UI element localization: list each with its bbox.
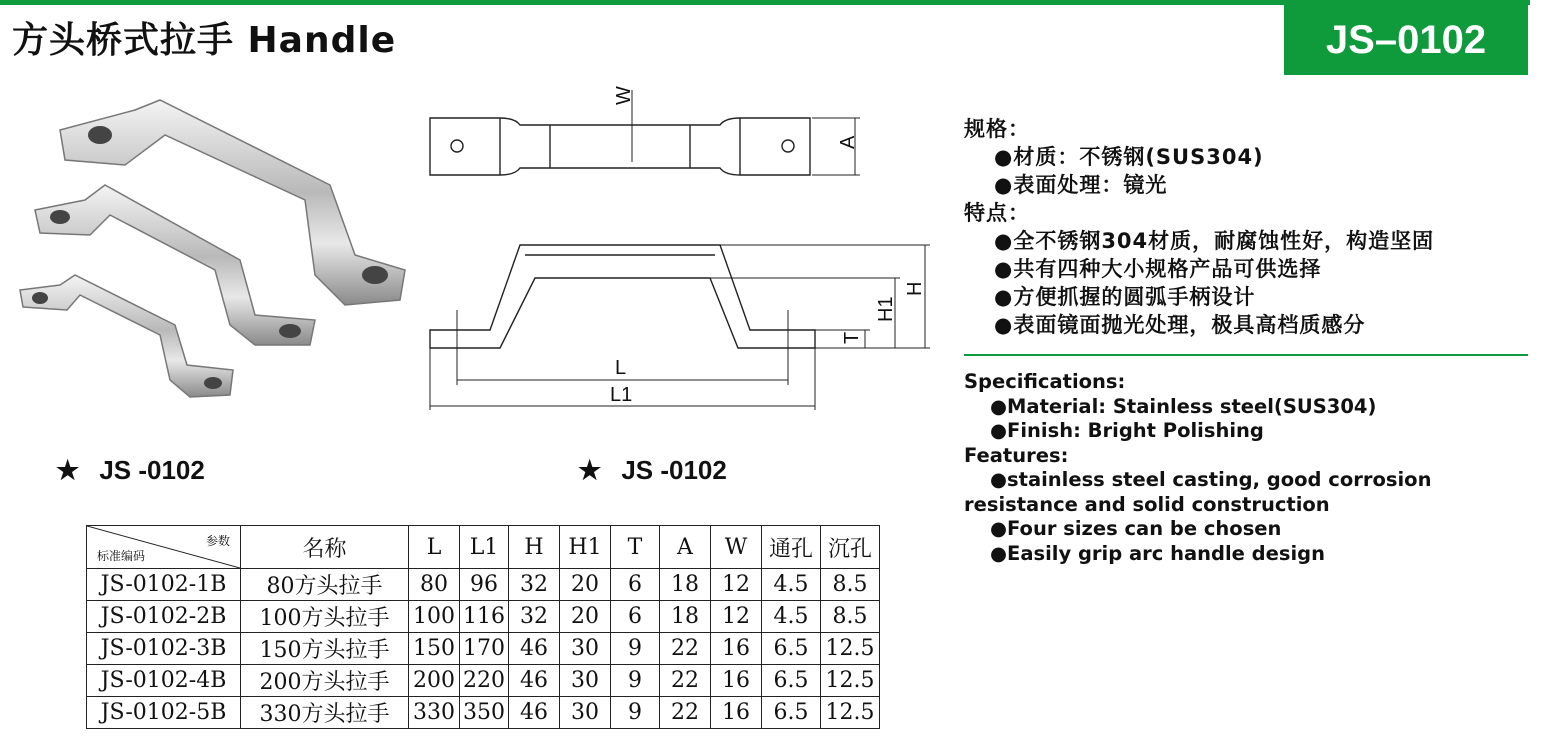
feature-item-cn: ●全不锈钢304材质，耐腐蚀性好，构造坚固 — [994, 229, 1435, 253]
star-icon: ★ — [578, 455, 602, 485]
dim-L1-label: L1 — [610, 384, 633, 406]
handle-photo — [15, 95, 415, 415]
dim-H1-label: H1 — [875, 296, 897, 322]
small-handle-icon — [20, 275, 233, 397]
star-icon: ★ — [56, 455, 80, 485]
col-header: H1 — [560, 526, 611, 569]
col-header: 沉孔 — [821, 526, 880, 569]
col-header: W — [711, 526, 762, 569]
table-row: JS-0102-2B 100方头拉手 100 116 32 20 6 18 12 4.5 8.5 — [87, 601, 880, 633]
dim-H-label: H — [904, 281, 926, 296]
col-header: A — [660, 526, 711, 569]
dim-A-label: A — [837, 135, 859, 149]
medium-handle-icon — [35, 185, 315, 345]
drawing-caption: ★ JS -0102 — [578, 455, 727, 485]
table-row: JS-0102-3B 150方头拉手 150 170 46 30 9 22 16 6.5 12.5 — [87, 633, 880, 665]
spec-item-cn: ●表面处理：镜光 — [994, 173, 1168, 197]
table-row: JS-0102-5B 330方头拉手 330 350 46 30 9 22 16 6.5 12.5 — [87, 697, 880, 729]
col-header: L1 — [460, 526, 509, 569]
col-header: 通孔 — [762, 526, 821, 569]
col-header: T — [611, 526, 660, 569]
feature-item-en-cont: resistance and solid construction — [964, 492, 1330, 516]
size-table — [86, 525, 880, 729]
page-title: 方头桥式拉手 Handle — [12, 20, 397, 61]
technical-drawing — [420, 80, 940, 420]
col-header: H — [509, 526, 560, 569]
feature-item-en: ●stainless steel casting, good corrosion — [990, 468, 1432, 491]
feature-heading-cn: 特点： — [964, 201, 1030, 225]
feature-item-cn: ●方便抓握的圆弧手柄设计 — [994, 285, 1256, 309]
dim-W-label: W — [613, 86, 635, 105]
photo-caption: ★ JS -0102 — [56, 455, 205, 485]
spec-heading-en: Specifications: — [964, 370, 1126, 393]
specs-chinese — [964, 115, 1434, 339]
feature-item-cn: ●共有四种大小规格产品可供选择 — [994, 257, 1322, 281]
feature-item-cn: ●表面镜面抛光处理，极具高档质感分 — [994, 313, 1366, 337]
table-row: JS-0102-4B 200方头拉手 200 220 46 30 9 22 16 6.5 12.5 — [87, 665, 880, 697]
dim-L-label: L — [615, 357, 627, 379]
table-header-row — [87, 526, 880, 569]
table-corner-cell: 参数 标准编码 — [87, 526, 241, 569]
specs-english — [964, 370, 1431, 566]
col-header: L — [409, 526, 460, 569]
spec-heading-cn: 规格： — [964, 117, 1030, 141]
table-row: JS-0102-1B 80方头拉手 80 96 32 20 6 18 12 4.5 8.5 — [87, 569, 880, 601]
section-divider — [964, 354, 1528, 356]
spec-item-cn: ●材质：不锈钢(SUS304) — [994, 145, 1264, 169]
spec-item-en: ●Finish: Bright Polishing — [990, 419, 1264, 442]
dim-T-label: T — [841, 331, 863, 344]
product-code-badge: JS–0102 — [1284, 5, 1528, 75]
feature-item-en: ●Four sizes can be chosen — [990, 517, 1282, 540]
spec-item-en: ●Material: Stainless steel(SUS304) — [990, 394, 1377, 418]
col-header: 名称 — [241, 526, 409, 569]
feature-item-en: ●Easily grip arc handle design — [990, 541, 1325, 565]
feature-heading-en: Features: — [964, 443, 1069, 467]
